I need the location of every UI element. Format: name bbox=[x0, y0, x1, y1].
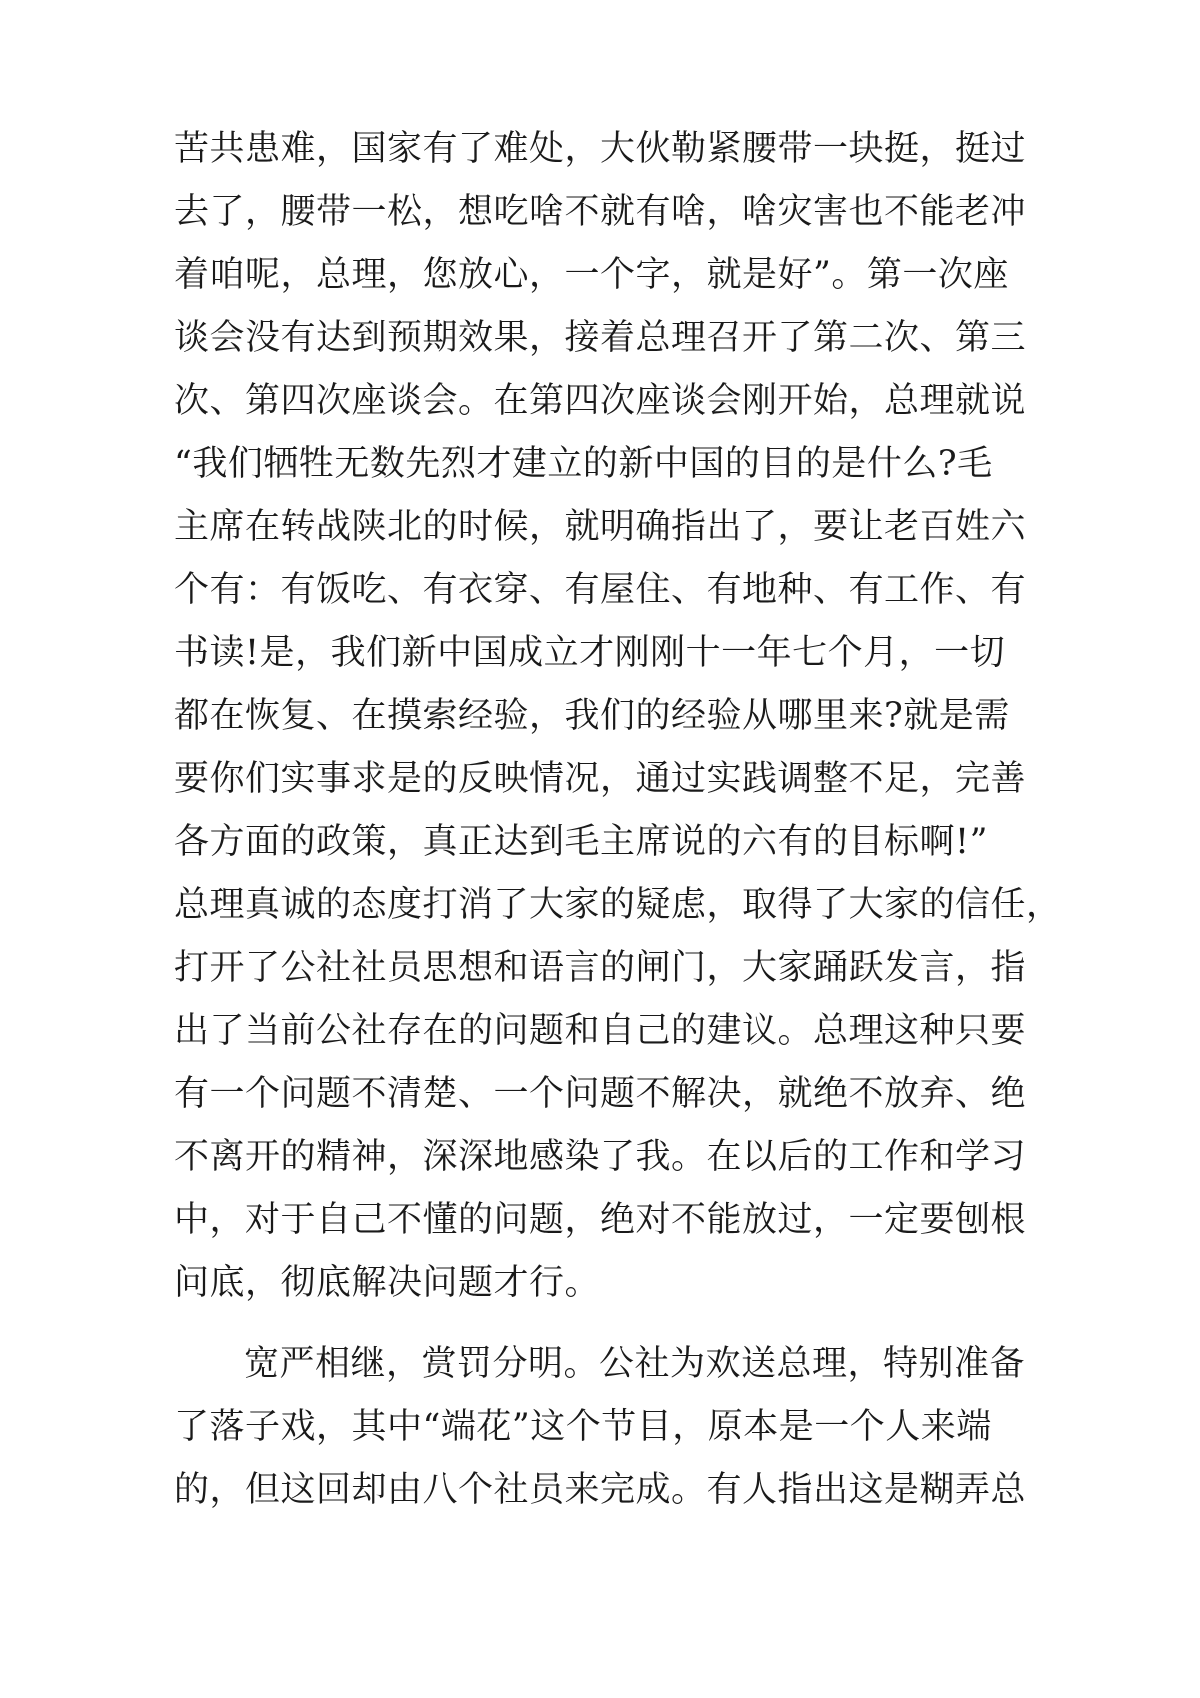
text-line: 去了，腰带一松，想吃啥不就有啥，啥灾害也不能老冲 bbox=[174, 192, 1027, 232]
text-line: 打开了公社社员思想和语言的闸门，大家踊跃发言，指 bbox=[174, 948, 1027, 988]
text-line: 要你们实事求是的反映情况，通过实践调整不足，完善 bbox=[174, 759, 1027, 799]
body-text bbox=[174, 118, 1062, 1522]
text-line: 不离开的精神，深深地感染了我。在以后的工作和学习 bbox=[174, 1137, 1027, 1177]
text-line: 次、第四次座谈会。在第四次座谈会刚开始，总理就说 bbox=[174, 381, 1027, 421]
text-line: 宽严相继，赏罚分明。公社为欢送总理，特别准备 bbox=[244, 1344, 1026, 1384]
text-line: 的，但这回却由八个社员来完成。有人指出这是糊弄总 bbox=[174, 1470, 1027, 1510]
text-line: 个有：有饭吃、有衣穿、有屋住、有地种、有工作、有 bbox=[174, 570, 1027, 610]
paragraph-1 bbox=[174, 118, 1062, 1315]
text-line: 总理真诚的态度打消了大家的疑虑，取得了大家的信任， bbox=[174, 885, 1062, 925]
text-line: 问底，彻底解决问题才行。 bbox=[174, 1263, 601, 1303]
text-line: 中，对于自己不懂的问题，绝对不能放过，一定要刨根 bbox=[174, 1200, 1027, 1240]
text-line: “我们牺牲无数先烈才建立的新中国的目的是什么?毛 bbox=[174, 444, 993, 484]
text-line: 都在恢复、在摸索经验，我们的经验从哪里来?就是需 bbox=[174, 696, 1010, 736]
text-line: 出了当前公社存在的问题和自己的建议。总理这种只要 bbox=[174, 1011, 1027, 1051]
text-line: 各方面的政策，真正达到毛主席说的六有的目标啊!” bbox=[174, 822, 988, 862]
text-line: 苦共患难，国家有了难处，大伙勒紧腰带一块挺，挺过 bbox=[174, 129, 1027, 169]
text-line: 主席在转战陕北的时候，就明确指出了，要让老百姓六 bbox=[174, 507, 1027, 547]
paragraph-2 bbox=[174, 1333, 1036, 1522]
text-line: 书读!是，我们新中国成立才刚刚十一年七个月，一切 bbox=[174, 633, 1006, 673]
text-line: 着咱呢，总理，您放心，一个字，就是好”。第一次座 bbox=[174, 255, 1009, 295]
text-line: 谈会没有达到预期效果，接着总理召开了第二次、第三 bbox=[174, 318, 1027, 358]
text-line: 了落子戏，其中“端花”这个节目，原本是一个人来端 bbox=[174, 1407, 992, 1447]
text-line: 有一个问题不清楚、一个问题不解决，就绝不放弃、绝 bbox=[174, 1074, 1027, 1114]
